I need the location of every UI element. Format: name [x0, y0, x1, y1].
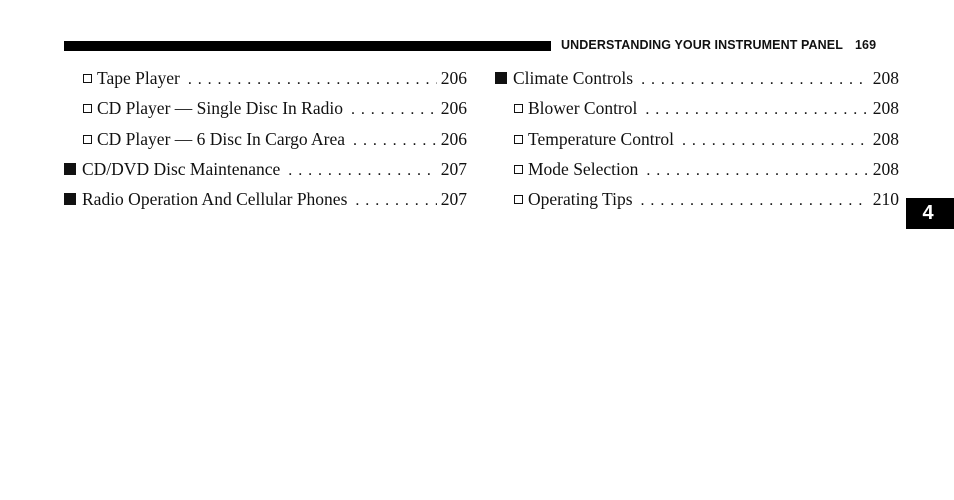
- hollow-square-bullet-icon: [514, 195, 523, 204]
- toc-entry-label: CD/DVD Disc Maintenance: [82, 158, 281, 179]
- toc-right-column: [495, 63, 899, 214]
- toc-entry-page: 210: [872, 189, 899, 210]
- hollow-square-bullet-icon: [83, 74, 92, 83]
- toc-entry-page: 206: [440, 128, 467, 149]
- dot-leader: [353, 126, 437, 156]
- toc-entry-page: 208: [872, 68, 899, 88]
- hollow-square-bullet-icon: [83, 104, 92, 113]
- toc-entry-page: 206: [440, 68, 467, 88]
- filled-square-bullet-icon: [64, 193, 76, 205]
- toc-entry-label: Blower Control: [528, 98, 638, 119]
- hollow-square-bullet-icon: [514, 135, 523, 144]
- dot-leader: [355, 186, 436, 216]
- toc-entry-label: Temperature Control: [528, 128, 675, 149]
- toc-entry[interactable]: [495, 184, 899, 214]
- toc-entry-page: 208: [872, 128, 899, 149]
- toc-entry[interactable]: [495, 63, 899, 93]
- toc-entry-page: 208: [872, 158, 899, 179]
- toc-entry[interactable]: [495, 124, 899, 154]
- toc-entry-page: 206: [440, 98, 467, 119]
- toc-entry-label: Tape Player: [97, 68, 180, 88]
- toc-entry-label: CD Player — Single Disc In Radio: [97, 98, 343, 119]
- dot-leader: [682, 126, 869, 156]
- filled-square-bullet-icon: [64, 163, 76, 175]
- toc-entry[interactable]: [64, 154, 467, 184]
- toc-left-column: [64, 63, 467, 214]
- toc-entry[interactable]: [495, 154, 899, 184]
- dot-leader: [646, 156, 868, 186]
- hollow-square-bullet-icon: [514, 165, 523, 174]
- hollow-square-bullet-icon: [83, 135, 92, 144]
- dot-leader: [288, 156, 436, 186]
- dot-leader: [641, 186, 869, 216]
- toc-entry-label: CD Player — 6 Disc In Cargo Area: [97, 128, 346, 149]
- toc-entry-label: Radio Operation And Cellular Phones: [82, 189, 348, 210]
- toc-entry-page: 207: [440, 189, 467, 210]
- toc-entry-label: Mode Selection: [528, 158, 639, 179]
- toc-entry-label: Operating Tips: [528, 189, 633, 210]
- header-rule-bar: [64, 41, 551, 51]
- hollow-square-bullet-icon: [514, 104, 523, 113]
- toc-entry[interactable]: [495, 93, 899, 123]
- section-title: UNDERSTANDING YOUR INSTRUMENT PANEL: [561, 38, 843, 52]
- toc-entry-page: 208: [872, 98, 899, 119]
- dot-leader: [641, 65, 869, 95]
- chapter-tab: 4: [906, 198, 954, 229]
- dot-leader: [351, 95, 437, 125]
- page-number: 169: [854, 38, 877, 52]
- dot-leader: [645, 95, 868, 125]
- toc-entry[interactable]: [64, 93, 467, 123]
- dot-leader: [188, 65, 437, 95]
- running-header: [561, 37, 876, 53]
- toc-entry[interactable]: [64, 124, 467, 154]
- filled-square-bullet-icon: [495, 72, 507, 84]
- toc-entry[interactable]: [64, 63, 467, 93]
- toc-entry-label: Climate Controls: [513, 68, 634, 88]
- toc-entry-page: 207: [440, 158, 467, 179]
- toc-entry[interactable]: [64, 184, 467, 214]
